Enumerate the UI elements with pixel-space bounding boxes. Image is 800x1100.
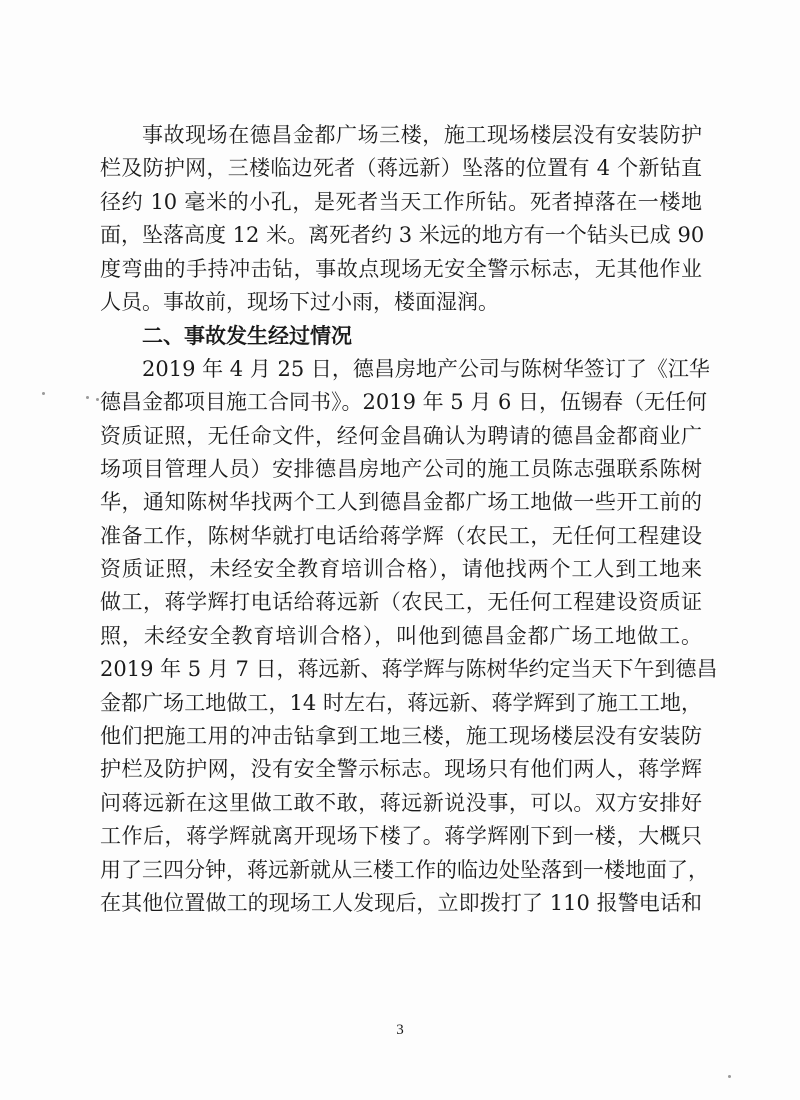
text-line: 金都广场工地做工，14 时左右，蒋远新、蒋学辉到了施工工地， (100, 690, 702, 715)
document-body (100, 119, 718, 920)
text-line: 德昌金都项目施工合同书》。2019 年 5 月 6 日，伍锡春（无任何 (100, 390, 708, 415)
text-line: 人员。事故前，现场下过小雨，楼面湿润。 (100, 289, 499, 314)
text-line: 工作后，蒋学辉就离开现场下楼了。蒋学辉刚下到一楼，大概只 (100, 824, 702, 849)
text-line: 事故现场在德昌金都广场三楼，施工现场楼层没有安装防护 (142, 123, 702, 147)
text-line: 用了三四分钟，蒋远新就从三楼工作的临边处坠落到一楼地面了， (100, 857, 709, 882)
text-line: 度弯曲的手持冲击钻，事故点现场无安全警示标志，无其他作业 (100, 256, 702, 281)
text-line: 2019 年 5 月 7 日，蒋远新、蒋学辉与陈树华约定当天下午到德昌 (100, 657, 718, 682)
paragraph-scene-description (100, 119, 705, 319)
text-line: 面，坠落高度 12 米。离死者约 3 米远的地方有一个钻头已成 90 (100, 223, 705, 248)
scan-speck (728, 1075, 731, 1078)
page-number: 3 (396, 1022, 404, 1038)
scan-speck (86, 396, 89, 399)
text-line: 场项目管理人员）安排德昌房地产公司的施工员陈志强联系陈树 (100, 456, 702, 481)
text-line: 径约 10 毫米的小孔，是死者当天工作所钻。死者掉落在一楼地 (100, 189, 702, 214)
text-line: 问蒋远新在这里做工敢不敢，蒋远新说没事，可以。双方安排好 (100, 790, 702, 815)
scan-speck (42, 392, 45, 395)
scan-speck (96, 398, 99, 401)
section-heading: 二、事故发生经过情况 (142, 323, 352, 349)
text-line: 护栏及防护网，没有安全警示标志。现场只有他们两人，蒋学辉 (100, 757, 702, 782)
text-line: 照，未经安全教育培训合格），叫他到德昌金都广场工地做工。 (100, 623, 702, 648)
text-line: 他们把施工用的冲击钻拿到工地三楼，施工现场楼层没有安装防 (100, 724, 702, 749)
text-line: 栏及防护网，三楼临边死者（蒋远新）坠落的位置有 4 个新钻直 (100, 156, 702, 181)
text-line: 资质证照，未经安全教育培训合格），请他找两个工人到工地来 (100, 557, 702, 582)
paragraph-accident-process (100, 353, 718, 921)
text-line: 2019 年 4 月 25 日，德昌房地产公司与陈树华签订了《江华 (142, 356, 710, 381)
text-line: 做工，蒋学辉打电话给蒋远新（农民工，无任何工程建设资质证 (100, 590, 702, 615)
text-line: 在其他位置做工的现场工人发现后，立即拨打了 110 报警电话和 (100, 890, 702, 915)
text-line: 资质证照，无任命文件，经何金昌确认为聘请的德昌金都商业广 (100, 423, 702, 448)
text-line: 准备工作，陈树华就打电话给蒋学辉（农民工，无任何工程建设 (100, 523, 702, 548)
text-line: 华，通知陈树华找两个工人到德昌金都广场工地做一些开工前的 (100, 490, 702, 515)
